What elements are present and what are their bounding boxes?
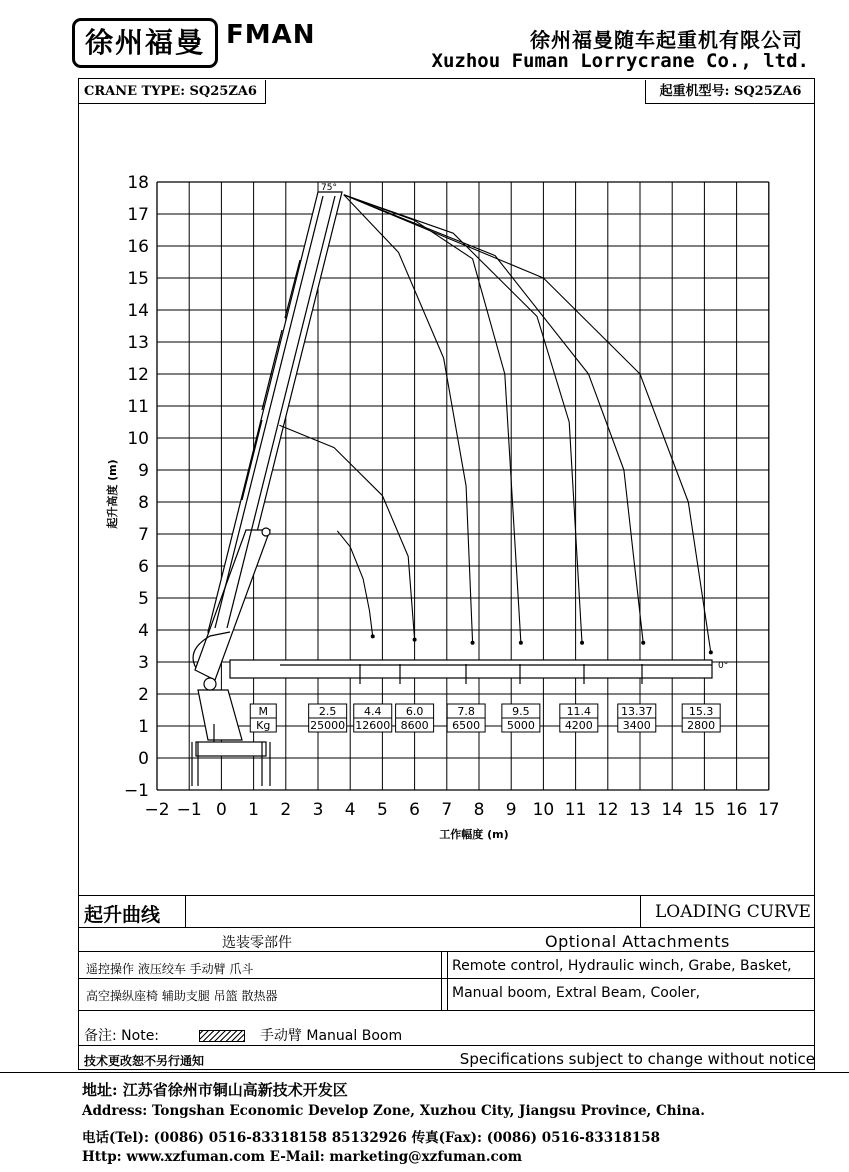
manual-boom-hatch-icon [199,1030,245,1042]
y-axis-label: 起升高度 (m) [106,459,119,529]
y-tick-label: −1 [123,781,149,801]
address-cn: 地址: 江苏省徐州市铜山高新技术开发区 [82,1081,348,1099]
load-table-radius: 2.5 [318,705,337,718]
x-tick-label: 9 [505,800,517,820]
radius-curve [344,195,582,643]
load-table-radius: 15.3 [688,705,714,718]
x-tick-label: −2 [144,800,170,820]
curve-end-point [519,641,523,645]
y-tick-label: 14 [127,301,149,321]
x-axis-label: 工作幅度 (m) [439,828,509,841]
x-tick-label: 8 [473,800,485,820]
y-tick-label: 10 [127,429,149,449]
company-name-en: Xuzhou Fuman Lorrycrane Co., ltd. [431,50,809,72]
y-tick-label: 6 [138,557,149,577]
x-tick-label: 0 [215,800,227,820]
load-table-load: 2800 [687,719,716,732]
x-tick-label: 16 [725,800,748,820]
radius-curve [344,195,473,643]
radius-curve [344,195,643,643]
loading-curve-title-cn: 起升曲线 [84,904,161,926]
x-tick-label: 11 [564,800,587,820]
y-tick-label: 9 [138,461,149,481]
y-tick-label: 12 [127,365,149,385]
x-tick-label: 17 [757,800,780,820]
load-table-radius: 7.8 [457,705,475,718]
load-table-load: 6500 [452,719,481,732]
crane-type-en: CRANE TYPE: SQ25ZA6 [78,80,266,104]
curve-end-point [709,650,713,654]
load-table-load: 3400 [622,719,651,732]
x-tick-label: 14 [661,800,684,820]
x-tick-label: 3 [312,800,324,820]
radius-curve [337,531,372,637]
load-table-radius: 11.4 [566,705,592,718]
disclaimer-en: Specifications subject to change without notice [459,1050,815,1068]
y-tick-label: 7 [138,525,149,545]
optional-attachments-heading-cn: 选装零部件 [222,935,292,951]
options-row2-cn: 高空操纵座椅 辅助支腿 吊篮 散热器 [86,989,278,1003]
load-table-radius: 9.5 [512,705,530,718]
y-tick-label: 4 [138,621,149,641]
x-tick-label: 4 [344,800,356,820]
load-table-load: 25000 [310,719,346,732]
y-tick-label: 11 [127,397,149,417]
logo-en: FMAN [226,20,316,50]
curve-end-point [471,641,475,645]
optional-attachments-heading-en: Optional Attachments [545,932,730,951]
radius-curves [279,195,712,655]
logo-cn: 徐州福曼 [72,18,218,68]
y-tick-label: 3 [138,653,149,673]
x-tick-label: 12 [596,800,619,820]
angle-max-label: 75° [321,183,337,193]
crane-drawing [192,192,712,786]
y-tick-label: 1 [138,717,149,737]
x-tick-label: 10 [532,800,555,820]
telephone-fax: 电话(Tel): (0086) 0516-83318158 85132926 传真(Fax): (0086) 0516-83318158 [82,1130,661,1146]
note-text: 手动臂 Manual Boom [259,1028,403,1044]
y-tick-label: 17 [127,205,149,225]
x-tick-label: 7 [441,800,453,820]
load-table-radius: 4.4 [363,705,382,718]
y-tick-label: 8 [138,493,149,513]
x-tick-label: 1 [248,800,260,820]
y-tick-label: 18 [127,173,149,193]
loading-curve-title-en: LOADING CURVE [655,902,811,922]
load-table-radius: 6.0 [405,705,424,718]
x-tick-label: 2 [280,800,292,820]
website-email: Http: www.xzfuman.com E-Mail: marketing@xzfuman.com [82,1149,523,1165]
x-tick-label: −1 [176,800,202,820]
load-table-radius: 13.37 [621,705,653,718]
angle-min-label: 0° [718,661,729,671]
curve-end-point [641,641,645,645]
load-table-load: 8600 [400,719,429,732]
curve-end-point [413,638,417,642]
load-table-load: 12600 [355,719,391,732]
note-label: 备注: Note: [84,1028,160,1044]
x-tick-label: 15 [693,800,716,820]
y-tick-label: 5 [138,589,149,609]
disclaimer-cn: 技术更改恕不另行通知 [84,1054,205,1068]
load-table-load: 4200 [564,719,593,732]
curve-end-point [371,634,375,638]
y-tick-label: 15 [127,269,149,289]
options-row1-cn: 遥控操作 液压绞车 手动臂 爪斗 [86,962,254,976]
options-row1-en: Remote control, Hydraulic winch, Grabe, Basket, [452,958,792,974]
y-tick-label: 0 [138,749,149,769]
y-tick-label: 2 [138,685,149,705]
load-table [250,704,720,732]
address-en: Address: Tongshan Economic Develop Zone, Xuzhou City, Jiangsu Province, China. [82,1103,705,1119]
load-table-radius-header: M [258,705,269,718]
x-tick-label: 5 [376,800,388,820]
load-table-load: 5000 [506,719,535,732]
radius-curve [344,195,711,653]
radius-curve [279,425,414,639]
company-name-cn: 徐州福曼随车起重机有限公司 [530,28,803,52]
note [84,1025,402,1045]
load-table-load-header: Kg [256,719,271,732]
radius-curve [344,195,521,643]
curve-end-point [580,641,584,645]
y-tick-label: 16 [127,237,149,257]
crane-type-cn: 起重机型号: SQ25ZA6 [645,80,815,104]
x-tick-label: 6 [409,800,421,820]
options-row2-en: Manual boom, Extral Beam, Cooler, [452,985,701,1001]
y-tick-label: 13 [127,333,149,353]
x-tick-label: 13 [629,800,651,820]
